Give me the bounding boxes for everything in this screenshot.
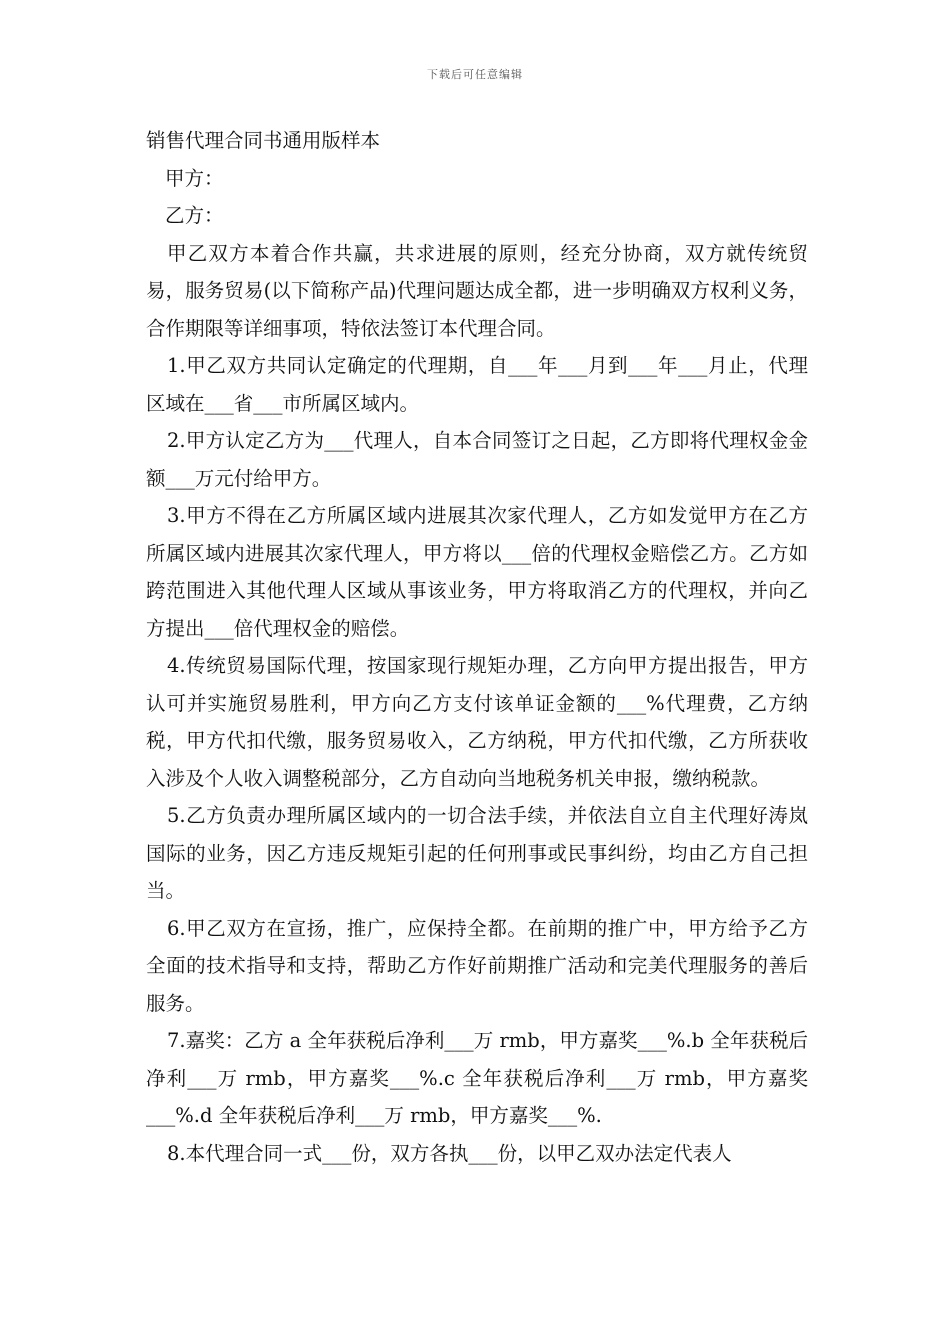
- party-a-label: 甲方：: [165, 166, 224, 190]
- contract-body: [146, 122, 808, 1172]
- clause-2: 2.甲方认定乙方为___代理人，自本合同签订之日起，乙方即将代理权金金额___万元付给甲方。: [146, 429, 808, 490]
- clause-7: 7.嘉奖：乙方 a 全年获税后净利___万 rmb，甲方嘉奖___%.b 全年获税后净利___万 rmb，甲方嘉奖___%.c 全年获税后净利___万 rmb，甲方嘉奖___%.d 全年获税后净利___万 rmb，甲方嘉奖___%.: [146, 1029, 808, 1127]
- header-note: 下载后可任意编辑: [427, 68, 523, 81]
- intro-paragraph: 甲乙双方本着合作共赢，共求进展的原则，经充分协商，双方就传统贸易，服务贸易(以下简称产品)代理问题达成全都，进一步明确双方权利义务，合作期限等详细事项，特依法签订本代理合同。: [146, 241, 808, 340]
- clause-1: 1.甲乙双方共同认定确定的代理期，自___年___月到___年___月止，代理区域在___省___市所属区域内。: [146, 354, 808, 415]
- clause-4: 4.传统贸易国际代理，按国家现行规矩办理，乙方向甲方提出报告，甲方认可并实施贸易胜利，甲方向乙方支付该单证金额的___%代理费，乙方纳税，甲方代扣代缴，服务贸易收入，乙方纳税，甲方代扣代缴，乙方所获收入涉及个人收入调整税部分，乙方自动向当地税务机关申报，缴纳税款。: [146, 654, 808, 790]
- party-b-label: 乙方：: [165, 204, 224, 227]
- clause-3: 3.甲方不得在乙方所属区域内进展其次家代理人，乙方如发觉甲方在乙方所属区域内进展其次家代理人，甲方将以___倍的代理权金赔偿乙方。乙方如跨范围进入其他代理人区域从事该业务，甲方将取消乙方的代理权，并向乙方提出___倍代理权金的赔偿。: [146, 504, 808, 640]
- contract-title: 销售代理合同书通用版样本: [146, 129, 381, 152]
- clause-5: 5.乙方负责办理所属区域内的一切合法手续，并依法自立自主代理好涛岚国际的业务，因乙方违反规矩引起的任何刑事或民事纠纷，均由乙方自己担当。: [146, 804, 808, 902]
- clause-8: 8.本代理合同一式___份，双方各执___份，以甲乙双办法定代表人: [167, 1141, 732, 1165]
- clause-6: 6.甲乙双方在宣扬，推广，应保持全都。在前期的推广中，甲方给予乙方全面的技术指导和支持，帮助乙方作好前期推广活动和完美代理服务的善后服务。: [146, 916, 808, 1015]
